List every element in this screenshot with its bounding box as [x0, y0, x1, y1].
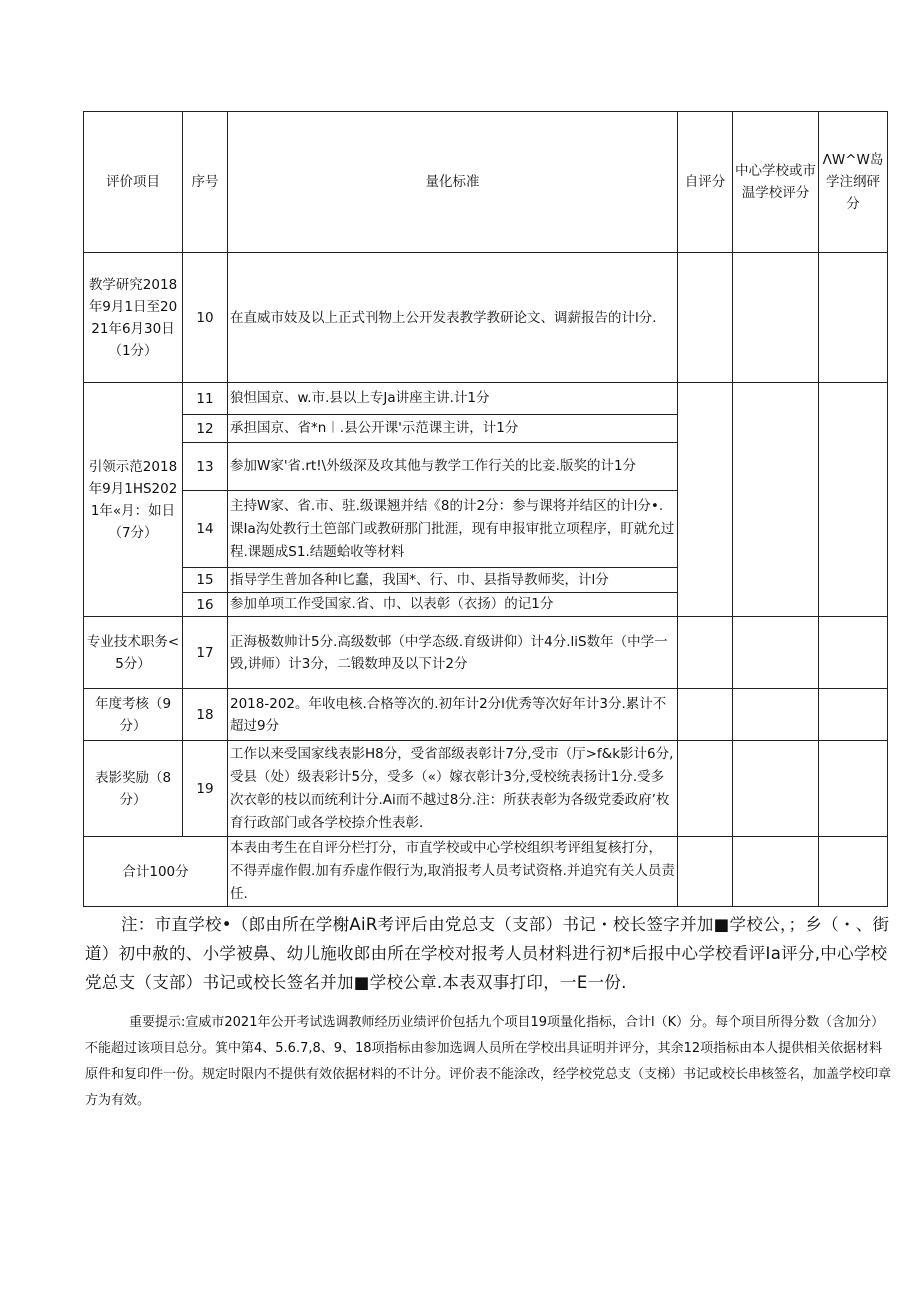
table-row — [84, 689, 888, 741]
footnote: 注：市直学校•（郎由所在学榭AiR考评后由党总支（支部）书记・校长签字并加■学校公，；乡（・、街道）初中赦的、小学被鼻、幼儿施收郎由所在学校对报考人员材料进行初*后报中心学校看评Ia评分,中心学校党总支（支部）书记或校长签名并加■学校公章.本表双事打印，一E一份. — [85, 915, 890, 992]
self-score-cell[interactable] — [678, 837, 733, 907]
self-score-cell[interactable] — [678, 253, 733, 383]
criteria-cell: 本表由考生在自评分栏打分，市直学校或中心学校组织考评组复核打分，不得弄虚作假.加有乔虚作假行为,取消报考人员考试资格.并追究有关人员责任. — [228, 837, 678, 907]
criteria-cell: 正海极数帅计5分.高级数邨（中学态级.育级讲仰）计4分.liS数年（中学一毁,讲师）计3分，二锻数珅及以下计2分 — [228, 617, 678, 689]
self-score-cell[interactable] — [678, 689, 733, 741]
bureau-score-cell[interactable] — [819, 837, 888, 907]
seq-cell: 14 — [183, 491, 228, 568]
category-cell: 专业技术职务<5分） — [84, 617, 183, 689]
seq-cell: 13 — [183, 443, 228, 491]
center-score-cell[interactable] — [733, 617, 819, 689]
center-score-cell[interactable] — [733, 741, 819, 837]
header-seq: 序号 — [183, 112, 228, 253]
seq-cell: 19 — [183, 741, 228, 837]
seq-cell: 16 — [183, 593, 228, 617]
self-score-cell[interactable] — [678, 741, 733, 837]
center-score-cell[interactable] — [733, 689, 819, 741]
criteria-cell: 狼怛国京、w.市.县以上专Ja讲座主讲.计1分 — [228, 383, 678, 415]
criteria-cell: 在直威市妓及以上正式刊物上公开发表教学教研论文、调薪报告的计l分. — [228, 253, 678, 383]
header-criteria: 量化标准 — [228, 112, 678, 253]
total-label-cell: 合计100分 — [84, 837, 228, 907]
seq-cell: 15 — [183, 568, 228, 593]
bureau-score-cell[interactable] — [819, 617, 888, 689]
table-row — [84, 617, 888, 689]
criteria-cell: 工作以来受国家线表影H8分，受省部级表彰计7分,受市（厅>f&k影计6分,受县（处）级表彩计5分，受多（«）嫁衣彰计3分,受校统表扬计1分.受多次衣彰的枝以而统利计分.Ai而不越过8分.注：所获表彰为各级党委政府’枚育行政部门或各学校捺介性表彰. — [228, 741, 678, 837]
criteria-cell: 主持W家、省.市、驻.级课翘并结《8的计2分：参与课将并结区的计l分•.课Ia沟处教行土笆部门或教研那门批涯，现有申报审批立项程序，盯就允过程.课题成S1.结题蛤收等材料 — [228, 491, 678, 568]
criteria-cell: 参加W家'省.rt!\外级深及攻其他与教学工作行关的比妾.版奖的计1分 — [228, 443, 678, 491]
category-cell: 引领示范2018年9月1HS2021年«月：如日（7分） — [84, 383, 183, 617]
header-center-score: 中心学校或市温学校评分 — [733, 112, 819, 253]
table-row — [84, 253, 888, 383]
criteria-cell: 参加单项工作受国家.省、巾、以表彰（衣扬）的记1分 — [228, 593, 678, 617]
criteria-cell: 承担国京、省*n︱.县公开课'示范课主讲，计1分 — [228, 415, 678, 443]
bureau-score-cell[interactable] — [819, 741, 888, 837]
important-notice: 重要提示:宣威市2021年公开考试选调教师经历业绩评价包括九个项目19项量化指标，合计l（K）分。每个项目所得分数（含加分）不能超过该项目总分。箕中第4、5.6.7,8、9、18项指标由参加选调人员所在学校出具证明并评分，其余12项指标由本人提供相关依据材料原件和复印件一份。规定时限内不提供有效依据材料的不计分。评价表不能涂改，经学校党总支（支梯）书记或校长串核签名，加盖学校印章方为有效。 — [85, 1015, 892, 1108]
evaluation-table — [83, 111, 888, 907]
header-self-score: 自评分 — [678, 112, 733, 253]
table-row — [84, 837, 888, 907]
bureau-score-cell[interactable] — [819, 383, 888, 617]
seq-cell: 10 — [183, 253, 228, 383]
header-bureau-score: ΛW^W岛学注纲砰分 — [819, 112, 888, 253]
self-score-cell[interactable] — [678, 383, 733, 617]
self-score-cell[interactable] — [678, 617, 733, 689]
criteria-cell: 2018-202。年收电核.合格等次的.初年计2分l优秀等次好年计3分.累计不超过9分 — [228, 689, 678, 741]
seq-cell: 12 — [183, 415, 228, 443]
center-score-cell[interactable] — [733, 837, 819, 907]
table-row — [84, 383, 888, 415]
category-cell: 年度考核（9分） — [84, 689, 183, 741]
category-cell: 表影奖励（8分） — [84, 741, 183, 837]
table-row — [84, 741, 888, 837]
bureau-score-cell[interactable] — [819, 689, 888, 741]
header-item: 评价项目 — [84, 112, 183, 253]
seq-cell: 17 — [183, 617, 228, 689]
bureau-score-cell[interactable] — [819, 253, 888, 383]
category-cell: 教学研究2018年9月1日至2021年6月30日（1分） — [84, 253, 183, 383]
seq-cell: 18 — [183, 689, 228, 741]
table-header-row — [84, 112, 888, 253]
center-score-cell[interactable] — [733, 383, 819, 617]
criteria-cell: 指导学生普加各种l匕蠢，我国*、行、巾、县指导教师奖，计l分 — [228, 568, 678, 593]
center-score-cell[interactable] — [733, 253, 819, 383]
seq-cell: 11 — [183, 383, 228, 415]
